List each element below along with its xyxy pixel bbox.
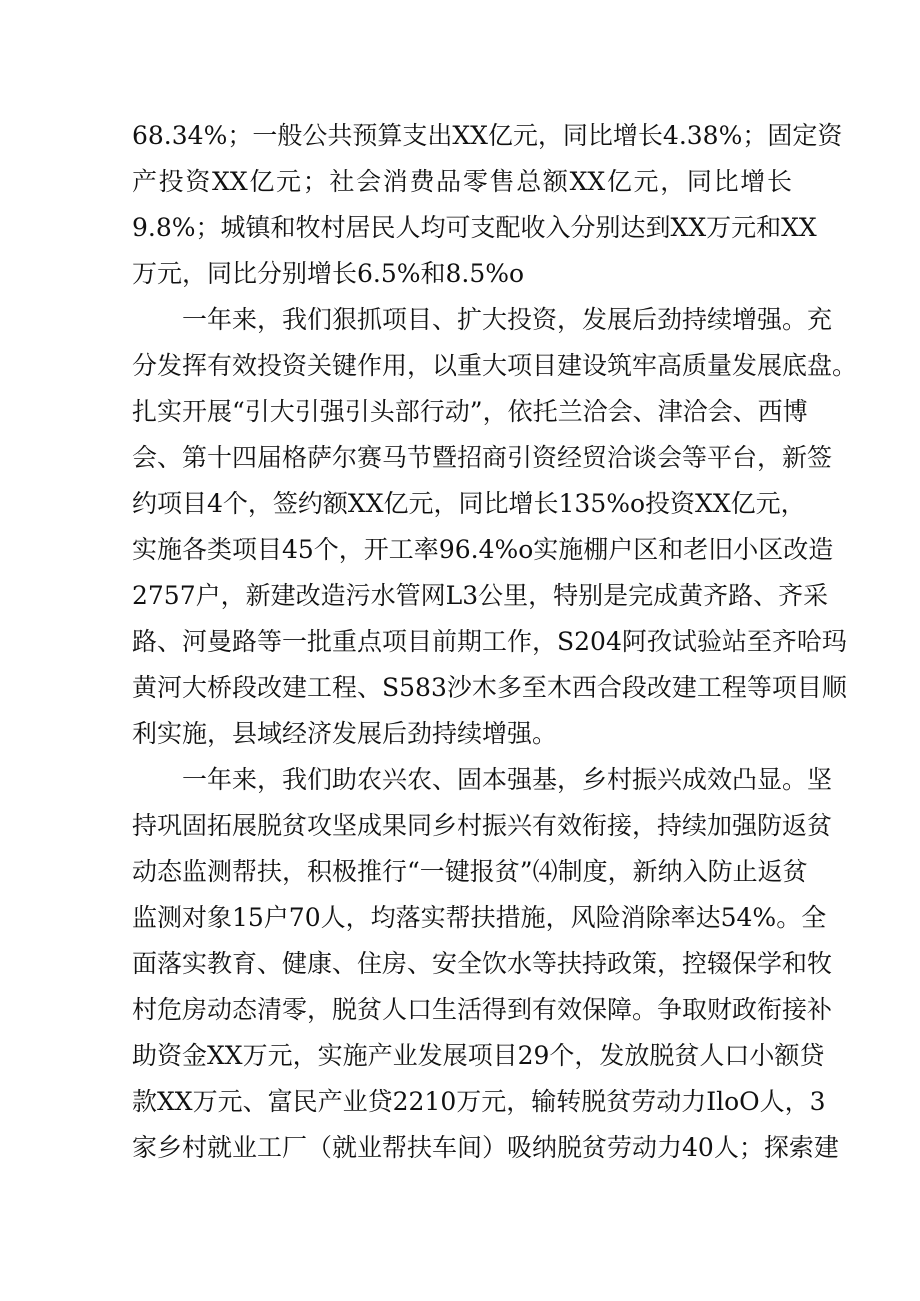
text-line: 约项目4个，签约额XX亿元，同比增长135%o投资XX亿元， [132, 489, 806, 518]
text-line: 面落实教育、健康、住房、安全饮水等扶持政策，控辍保学和牧 [132, 949, 833, 978]
text-line: 款XX万元、富民产业贷2210万元，输转脱贫劳动力IloO人，3 [132, 1087, 826, 1116]
text-line: 68.34%；一般公共预算支出XX亿元，同比增长4.38%；固定资 [132, 121, 843, 150]
text-line: 利实施，县域经济发展后劲持续增强。 [132, 719, 558, 748]
text-line: 持巩固拓展脱贫攻坚成果同乡村振兴有效衔接，持续加强防返贫 [132, 811, 833, 840]
text-line: 产投资XX亿元；社会消费品零售总额XX亿元，同比增长 [132, 167, 792, 196]
document-body [132, 113, 858, 1171]
text-line: 监测对象15户70人，均落实帮扶措施，风险消除率达54%。全 [132, 903, 827, 932]
text-line: 会、第十四届格萨尔赛马节暨招商引资经贸洽谈会等平台，新签 [132, 443, 833, 472]
text-line: 村危房动态清零，脱贫人口生活得到有效保障。争取财政衔接补 [132, 995, 833, 1024]
text-line: 2757户，新建改造污水管网L3公里，特别是完成黄齐路、齐采 [132, 581, 829, 610]
text-line: 黄河大桥段改建工程、S583沙木多至木西合段改建工程等项目顺 [132, 673, 847, 702]
text-line: 一年来，我们狠抓项目、扩大投资，发展后劲持续增强。充 [182, 305, 833, 334]
text-line: 助资金XX万元，实施产业发展项目29个，发放脱贫人口小额贷 [132, 1041, 825, 1070]
text-line: 实施各类项目45个，开工率96.4%o实施棚户区和老旧小区改造 [132, 535, 834, 564]
text-line: 9.8%；城镇和牧村居民人均可支配收入分别达到XX万元和XX [132, 213, 817, 242]
text-line: 家乡村就业工厂（就业帮扶车间）吸纳脱贫劳动力40人；探索建 [132, 1133, 839, 1162]
text-line: 路、河曼路等一批重点项目前期工作，S204阿孜试验站至齐哈玛 [132, 627, 847, 656]
text-line: 扎实开展“引大引强引头部行动”，依托兰洽会、津洽会、西博 [132, 397, 808, 426]
text-line: 分发挥有效投资关键作用，以重大项目建设筑牢高质量发展底盘。 [132, 351, 858, 380]
text-line: 万元，同比分别增长6.5%和8.5%o [132, 259, 525, 288]
text-line: 一年来，我们助农兴农、固本强基，乡村振兴成效凸显。坚 [182, 765, 833, 794]
text-line: 动态监测帮扶，积极推行“一键报贫”⑷制度，新纳入防止返贫 [132, 857, 808, 886]
